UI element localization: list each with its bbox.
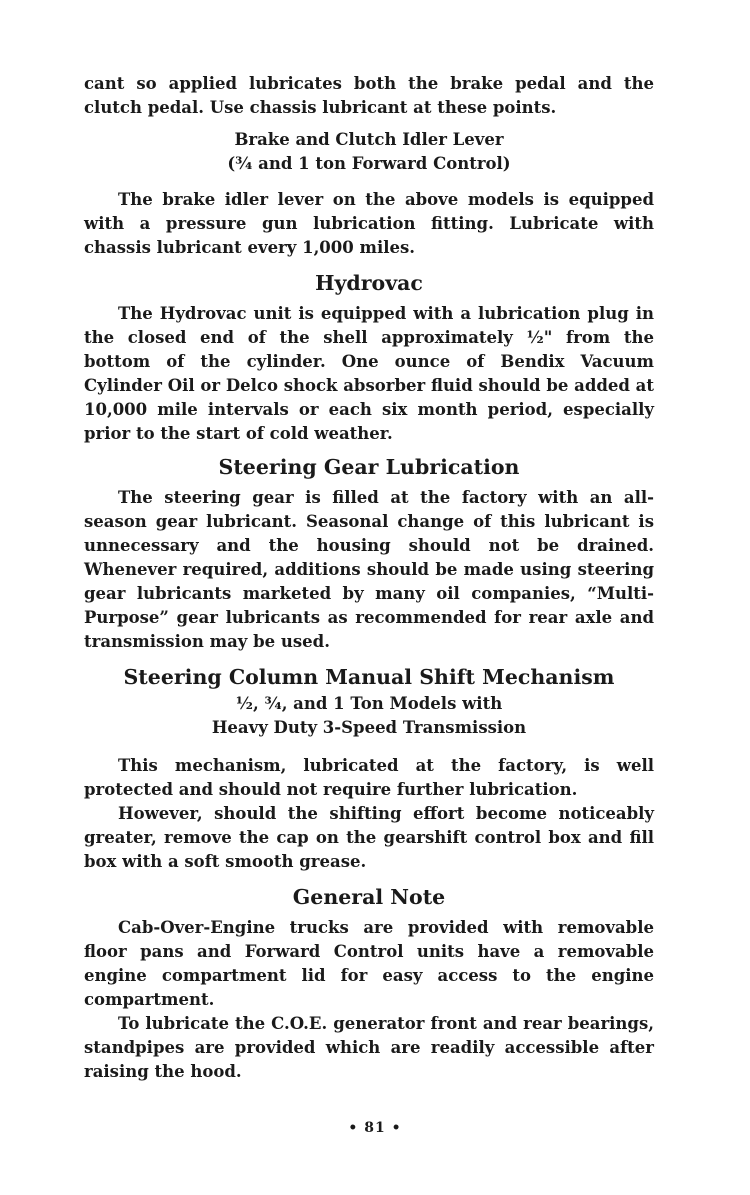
steering-column-subheading-2: Heavy Duty 3-Speed Transmission bbox=[211, 718, 527, 737]
steering-column-paragraph-2: However, should the shifting effort become noticeably greater, remove the cap on the gearshift control box and fill box with a soft smooth grease. bbox=[84, 804, 654, 871]
brake-idler-heading: Brake and Clutch Idler Lever bbox=[234, 130, 504, 149]
page-number: • 81 • bbox=[348, 1120, 402, 1136]
page-content bbox=[84, 72, 654, 1084]
hydrovac-heading: Hydrovac bbox=[315, 271, 423, 295]
steering-column-heading: Steering Column Manual Shift Mechanism bbox=[123, 665, 615, 689]
steering-column-paragraph-1: This mechanism, lubricated at the factory, is well protected and should not require further lubrication. bbox=[84, 756, 654, 799]
general-note-paragraph-2: To lubricate the C.O.E. generator front and rear bearings, standpipes are provided which are readily accessible after raising the hood. bbox=[84, 1014, 654, 1081]
brake-idler-subheading: (¾ and 1 ton Forward Control) bbox=[227, 154, 511, 173]
brake-idler-paragraph: The brake idler lever on the above models is equipped with a pressure gun lubrication fitting. Lubricate with chassis lubricant every 1,000 miles. bbox=[84, 190, 654, 257]
continuation-paragraph: cant so applied lubricates both the brake pedal and the clutch pedal. Use chassis lubricant at these points. bbox=[84, 74, 654, 117]
steering-gear-heading: Steering Gear Lubrication bbox=[218, 455, 520, 479]
steering-column-subheading-1: ½, ¾, and 1 Ton Models with bbox=[235, 694, 503, 713]
steering-gear-paragraph: The steering gear is filled at the factory with an all-season gear lubricant. Seasonal change of this lubricant is unnecessary and the housing should not be drained. Whenever required, additions should be made using steering gear lubricants marketed by many oil companies, “Multi-Purpose” gear lubricants as recommended for rear axle and transmission may be used. bbox=[84, 488, 654, 651]
hydrovac-paragraph: The Hydrovac unit is equipped with a lubrication plug in the closed end of the shell approximately ½" from the bottom of the cylinder. One ounce of Bendix Vacuum Cylinder Oil or Delco shock absorber fluid should be added at 10,000 mile intervals or each six month period, especially prior to the start of cold weather. bbox=[84, 304, 654, 443]
general-note-heading: General Note bbox=[292, 885, 446, 909]
general-note-paragraph-1: Cab-Over-Engine trucks are provided with removable floor pans and Forward Control units have a removable engine compartment lid for easy access to the engine compartment. bbox=[84, 918, 654, 1009]
